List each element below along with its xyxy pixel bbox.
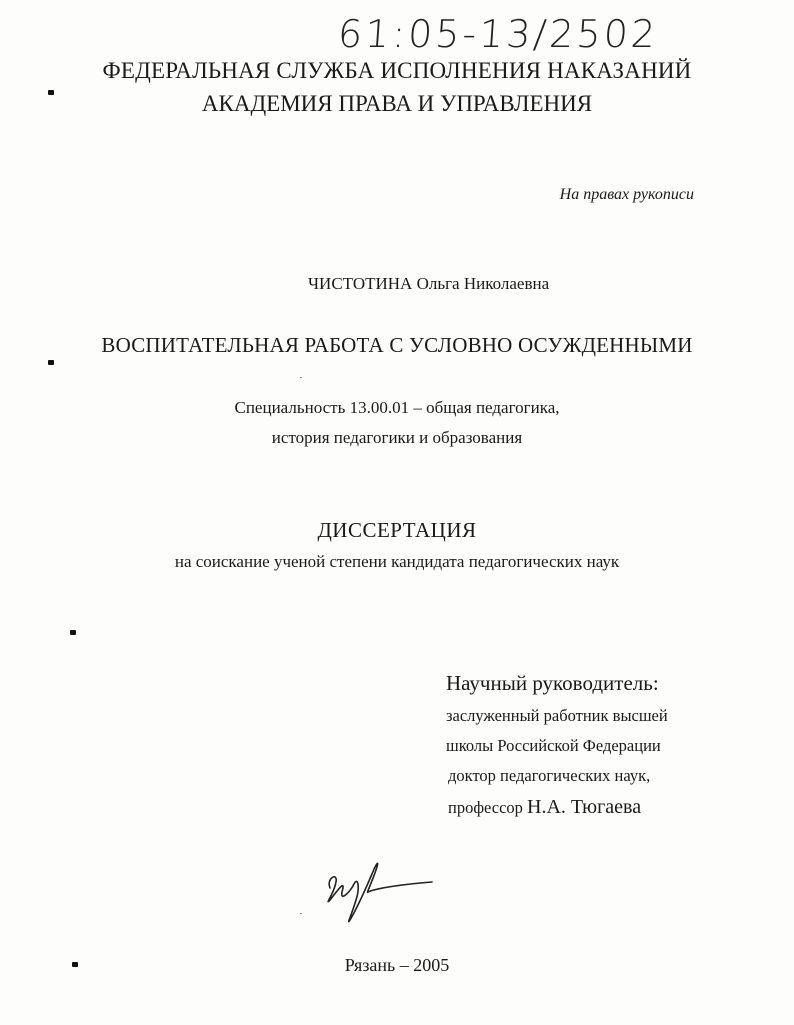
city-year: Рязань – 2005: [344, 955, 450, 975]
supervisor-line-3: доктор педагогических наук,: [448, 766, 651, 785]
supervisor-name: Н.А. Тюгаева: [527, 796, 642, 818]
supervisor-line-1: заслуженный работник высшей: [446, 706, 668, 725]
dissertation-title: ВОСПИТАТЕЛЬНАЯ РАБОТА С УСЛОВНО ОСУЖДЕННЫМИ: [101, 333, 693, 357]
degree-line: на соискание ученой степени кандидата педагогических наук: [174, 552, 620, 571]
supervisor-line-4: [448, 796, 641, 819]
scan-mark: [72, 962, 78, 967]
scan-mark: [48, 360, 54, 365]
supervisor-line-2: школы Российской Федерации: [446, 736, 661, 755]
specialty-line-1: Специальность 13.00.01 – общая педагогика,: [234, 398, 560, 417]
organization-line-2: АКАДЕМИЯ ПРАВА И УПРАВЛЕНИЯ: [201, 91, 593, 116]
signature: [316, 848, 446, 928]
scan-speck: [300, 913, 302, 914]
supervisor-heading: Научный руководитель:: [446, 671, 659, 695]
scan-mark: [48, 90, 54, 95]
scan-mark: [70, 630, 76, 635]
scan-speck: [300, 377, 302, 378]
organization-line-1: ФЕДЕРАЛЬНАЯ СЛУЖБА ИСПОЛНЕНИЯ НАКАЗАНИЙ: [102, 58, 692, 83]
handwritten-archive-code: 61:05-13/2502: [336, 12, 660, 56]
rights-note: На правах рукописи: [559, 186, 694, 203]
specialty-line-2: история педагогики и образования: [271, 428, 523, 447]
author-name: ЧИСТОТИНА Ольга Николаевна: [308, 274, 550, 293]
supervisor-rank: профессор: [448, 798, 523, 817]
document-type: ДИССЕРТАЦИЯ: [317, 518, 477, 542]
